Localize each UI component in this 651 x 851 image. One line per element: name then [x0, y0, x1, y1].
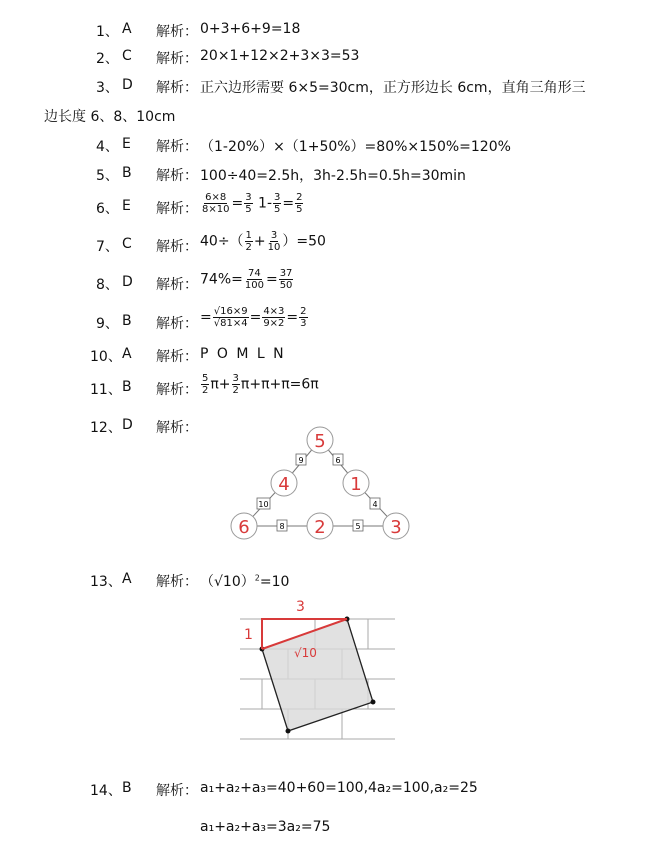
item-answer: B	[122, 780, 132, 796]
item-answer: A	[122, 571, 132, 587]
left-label: 1	[244, 627, 253, 643]
number-triangle-diagram	[220, 420, 420, 550]
item-label: 解析：	[156, 201, 198, 217]
node-circle	[271, 470, 297, 496]
item-answer: B	[122, 379, 132, 395]
fraction: $\frac{5}{2}$	[202, 373, 209, 396]
item-solution: = $\frac{√16\times 9}{√81\times 4}$ = $\frac{4\times 3}{9\times 2}$ = $\frac{2}{3}$	[200, 306, 307, 329]
fraction: $\frac{3}{5}$	[274, 192, 281, 215]
item-answer: A	[122, 346, 132, 362]
svg-text:6: 6	[238, 517, 250, 538]
item-solution: 100÷40=2.5h，3h-2.5h=0.5h=30min	[200, 168, 466, 184]
svg-text:3: 3	[390, 517, 402, 538]
top-label: 3	[296, 599, 305, 615]
item-solution: 正六边形需要 6×5=30cm，正方形边长 6cm，直角三角形三	[200, 80, 586, 96]
edge-box	[257, 498, 270, 509]
item-label: 解析：	[156, 139, 198, 155]
fraction: $\frac{3}{5}$	[245, 192, 252, 215]
item-number: 3、	[96, 80, 119, 96]
item-answer: D	[122, 274, 133, 290]
item-label: 解析：	[156, 24, 198, 40]
item-solution: （1-20%）×（1+50%）=80%×150%=120%	[200, 139, 511, 155]
item-answer: E	[122, 198, 131, 214]
svg-text:2: 2	[314, 517, 326, 538]
item-solution-continued: a₁+a₂+a₃=3a₂=75	[200, 819, 331, 835]
fraction: $\frac{37}{50}$	[279, 268, 293, 291]
item-answer: B	[122, 313, 132, 329]
node-circle	[231, 513, 257, 539]
svg-text:4: 4	[372, 500, 378, 509]
item-number: 11、	[90, 382, 122, 398]
item-number: 4、	[96, 139, 119, 155]
edge-box	[296, 454, 306, 465]
item-answer: C	[122, 236, 132, 252]
svg-text:5: 5	[314, 431, 326, 452]
edge-box	[353, 520, 363, 531]
svg-text:4: 4	[278, 474, 290, 495]
item-label: 解析：	[156, 574, 198, 590]
node-circle	[343, 470, 369, 496]
item-label: 解析：	[156, 80, 198, 96]
item-number: 14、	[90, 783, 122, 799]
node-circle	[307, 427, 333, 453]
edge-box	[333, 454, 343, 465]
item-solution: a₁+a₂+a₃=40+60=100,4a₂=100,a₂=25	[200, 780, 478, 796]
edge-box	[370, 498, 380, 509]
fraction: $\frac{4\times 3}{9\times 2}$	[263, 306, 285, 329]
item-solution: 20×1+12×2+3×3=53	[200, 48, 360, 64]
item-solution: $(√10)^2=10$	[200, 573, 290, 590]
item-number: 13、	[90, 574, 122, 590]
item-solution: $\frac{5}{2}$ π+ $\frac{3}{2}$ π+π+π=6π	[202, 373, 319, 396]
item-label: 解析：	[156, 51, 198, 67]
item-solution: 74%= $\frac{74}{100}$ = $\frac{37}{50}$	[200, 268, 293, 291]
item-label: 解析：	[156, 239, 198, 255]
item-label: 解析：	[156, 168, 198, 184]
item-label: 解析：	[156, 316, 198, 332]
svg-text:5: 5	[355, 522, 361, 531]
fraction: $\frac{2}{5}$	[296, 192, 303, 215]
item-answer: A	[122, 21, 132, 37]
item-label: 解析：	[156, 382, 198, 398]
item-label: 解析：	[156, 420, 198, 436]
item-answer: D	[122, 417, 133, 433]
item-number: 6、	[96, 201, 119, 217]
edge-box	[277, 520, 287, 531]
item-number: 10、	[90, 349, 122, 365]
item-answer: E	[122, 136, 131, 152]
fraction: $\frac{3}{10}$	[267, 230, 281, 253]
item-answer: B	[122, 165, 132, 181]
item-number: 5、	[96, 168, 119, 184]
svg-text:8: 8	[279, 522, 285, 531]
svg-text:9: 9	[298, 456, 304, 465]
grid-square-diagram	[240, 597, 395, 744]
fraction: $\frac{√16\times 9}{√81\times 4}$	[213, 306, 248, 329]
item-number: 9、	[96, 316, 119, 332]
item-number: 1、	[96, 24, 119, 40]
item-answer: D	[122, 77, 133, 93]
item-number: 7、	[96, 239, 119, 255]
node-circle	[307, 513, 333, 539]
item-solution: $\frac{6\times 8}{8\times 10}$ = $\frac{3}{5}$ 1- $\frac{3}{5}$ = $\frac{2}{5}$	[202, 192, 303, 215]
item-solution: 0+3+6+9=18	[200, 21, 301, 37]
fraction: $\frac{2}{3}$	[300, 306, 307, 329]
diag-label: √10	[294, 646, 317, 660]
item-label: 解析：	[156, 783, 198, 799]
fraction: $\frac{3}{2}$	[232, 373, 239, 396]
item-number: 12、	[90, 420, 122, 436]
item-label: 解析：	[156, 349, 198, 365]
item-solution: 40÷（ $\frac{1}{2}$ + $\frac{3}{10}$ ）=50	[200, 230, 326, 253]
item-number: 2、	[96, 51, 119, 67]
svg-text:10: 10	[258, 500, 269, 509]
svg-text:1: 1	[350, 474, 362, 495]
svg-text:6: 6	[335, 456, 341, 465]
fraction: $\frac{74}{100}$	[244, 268, 264, 291]
item-answer: C	[122, 48, 132, 64]
item-solution-continued: 边长度 6、8、10cm	[44, 109, 176, 125]
item-number: 8、	[96, 277, 119, 293]
fraction: $\frac{1}{2}$	[245, 230, 252, 253]
item-label: 解析：	[156, 277, 198, 293]
node-circle	[383, 513, 409, 539]
fraction: $\frac{6\times 8}{8\times 10}$	[202, 192, 230, 215]
item-solution: P O M L N	[200, 346, 286, 362]
